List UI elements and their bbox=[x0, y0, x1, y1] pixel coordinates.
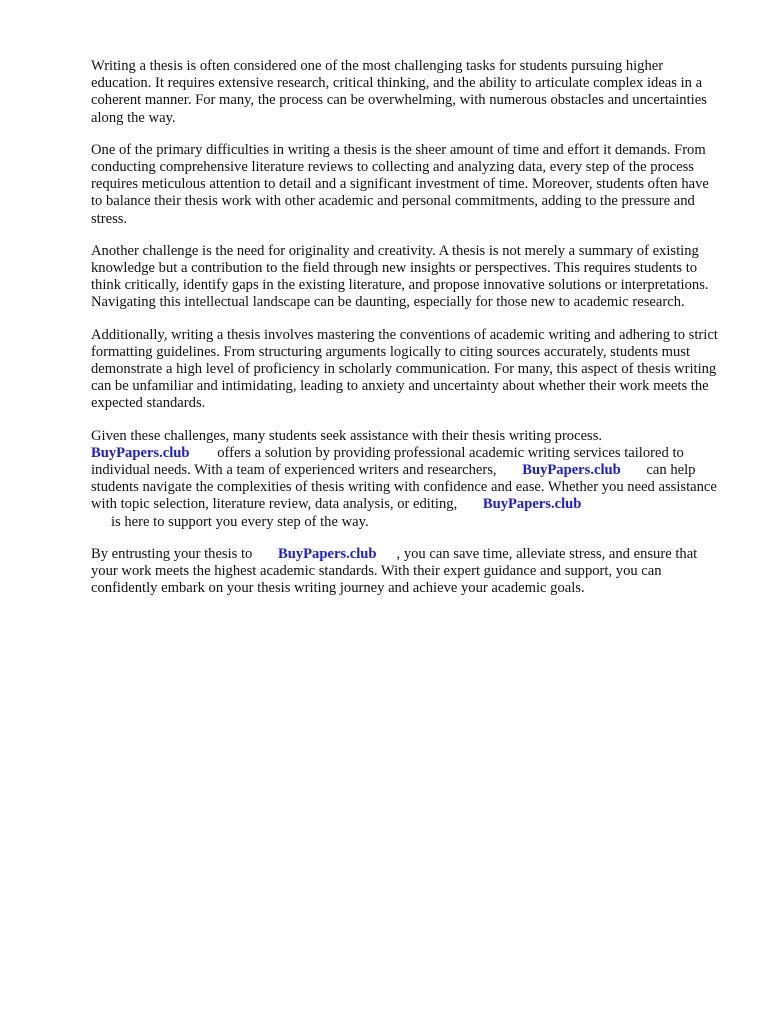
paragraph-assistance-text-4: is here to support you every step of the way. bbox=[111, 513, 369, 530]
paragraph-conclusion bbox=[91, 546, 721, 598]
document-page bbox=[91, 58, 721, 612]
paragraph-time-effort: One of the primary difficulties in writing a thesis is the sheer amount of time and effort it demands. From conducting comprehensive literature reviews to collecting and analyzing data, every step of the process requires meticulous attention to detail and a significant investment of time. Moreover, students often have to balance their thesis work with other academic and personal commitments, adding to the pressure and stress. bbox=[91, 141, 709, 227]
paragraph-assistance-text-2: offers a solution by providing professional academic writing services tailored to individual needs. With a team of experienced writers and researchers, bbox=[91, 444, 684, 479]
paragraph-conclusion-text-1: By entrusting your thesis to bbox=[91, 545, 253, 562]
buypapers-link-3[interactable]: BuyPapers.club bbox=[482, 496, 582, 513]
paragraph-conclusion-text-2: , you can save time, alleviate stress, and ensure that your work meets the highest academic standards. With their expert guidance and support, you can confidently embark on your thesis writing journey and achieve your academic goals. bbox=[91, 545, 698, 597]
paragraph-assistance-text-3: can help students navigate the complexities of thesis writing with confidence and ease. Whether you need assistance with topic selection, literature review, data analysis, or editing, bbox=[91, 462, 717, 513]
paragraph-conventions: Additionally, writing a thesis involves mastering the conventions of academic writing and adhering to strict formatting guidelines. From structuring arguments logically to citing sources accurately, students must demonstrate a high level of proficiency in scholarly communication. For many, this aspect of thesis writing can be unfamiliar and intimidating, leading to anxiety and uncertainty about whether their work meets the expected standards. bbox=[91, 326, 718, 412]
paragraph-assistance-text-1: Given these challenges, many students seek assistance with their thesis writing process. bbox=[91, 427, 603, 444]
paragraph-assistance bbox=[91, 428, 721, 531]
paragraph-originality: Another challenge is the need for originality and creativity. A thesis is not merely a summary of existing knowledge but a contribution to the field through new insights or perspectives. This requires students to think critically, identify gaps in the existing literature, and propose innovative solutions or interpretations. Navigating this intellectual landscape can be daunting, especially for those new to academic research. bbox=[91, 242, 709, 311]
buypapers-link-2[interactable]: BuyPapers.club bbox=[522, 462, 621, 479]
paragraph-intro: Writing a thesis is often considered one of the most challenging tasks for students pursuing higher education. It requires extensive research, critical thinking, and the ability to articulate complex ideas in a coherent manner. For many, the process can be overwhelming, with numerous obstacles and uncertainties along the way. bbox=[91, 58, 707, 126]
buypapers-link-4[interactable]: BuyPapers.club bbox=[278, 545, 377, 562]
buypapers-link-1[interactable]: BuyPapers.club bbox=[91, 444, 190, 461]
